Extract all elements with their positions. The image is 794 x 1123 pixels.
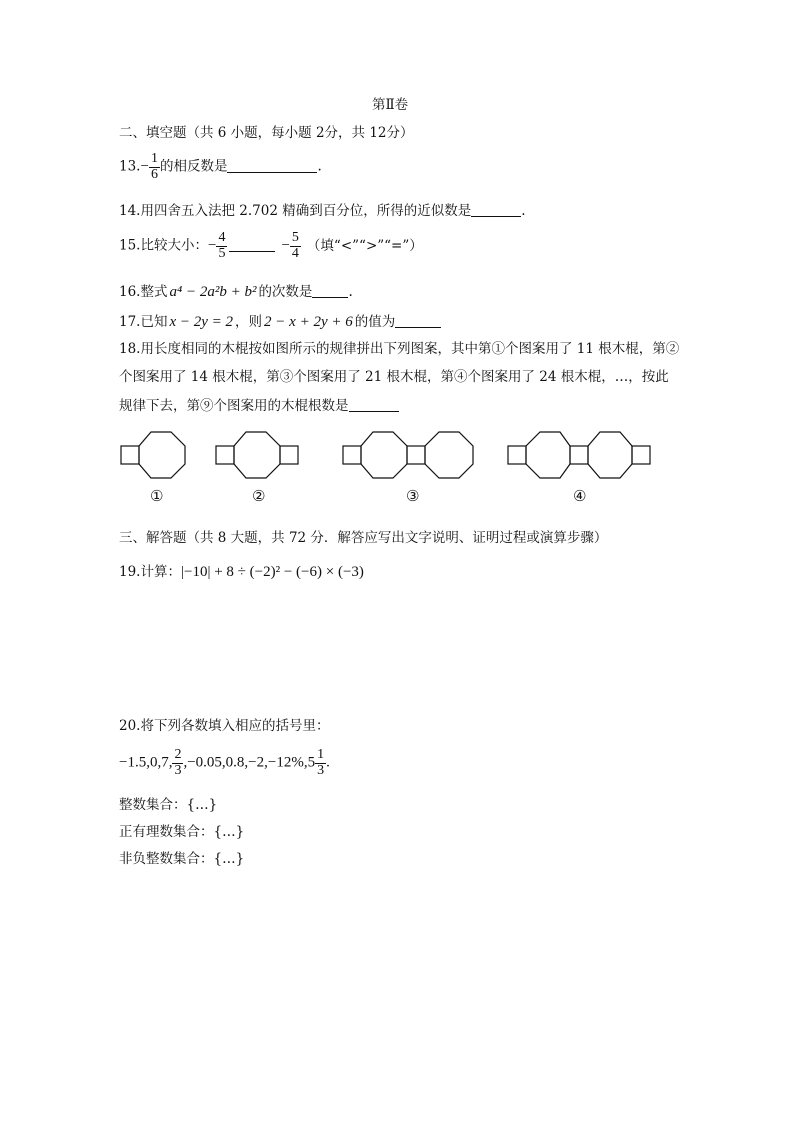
q20-frac-num: 2 — [174, 747, 182, 762]
q19-expression: |−10| + 8 ÷ (−2)² − (−6) × (−3) — [180, 564, 364, 580]
q17-prefix: 17.已知 — [119, 314, 168, 330]
question-17 — [119, 313, 441, 331]
q20-mixed-fraction — [315, 748, 326, 778]
figure-label-4: ④ — [573, 487, 587, 505]
q15-b-den: 4 — [291, 245, 299, 261]
figure-label-2: ② — [252, 487, 266, 505]
q16-suffix: 的次数是 — [258, 284, 313, 300]
q15-prefix: 15.比较大小： — [119, 237, 208, 254]
q15-minus-b: − — [281, 237, 290, 254]
q20-numbers-a: −1.5,0,7, — [119, 754, 173, 771]
q15-fraction-b — [290, 231, 301, 261]
q13-fraction — [149, 152, 160, 182]
q13-answer-blank[interactable] — [227, 158, 317, 173]
question-18-line3 — [119, 397, 399, 414]
question-14 — [119, 202, 526, 219]
q14-text: 14.用四舍五入法把 2.702 精确到百分位，所得的近似数是 — [119, 203, 472, 219]
question-18-line1: 18.用长度相同的木棍按如图所示的规律拼出下列图案，其中第①个图案用了 11 根木棍，第② — [119, 341, 680, 357]
q20-end: . — [326, 754, 330, 771]
part2-heading: 二、填空题（共 6 小题，每小题 2分，共 12分） — [119, 125, 414, 141]
q18-line3-text: 规律下去，第⑨个图案用的木棍根数是 — [119, 398, 349, 414]
pattern-2 — [216, 432, 298, 478]
question-15 — [119, 231, 423, 261]
q17-expression: 2 − x + 2y + 6 — [264, 314, 353, 330]
pattern-3 — [343, 432, 473, 478]
q13-minus: − — [140, 158, 149, 175]
pattern-4 — [508, 432, 650, 478]
q16-prefix: 16.整式 — [119, 284, 168, 300]
figure-label-1: ① — [150, 487, 164, 505]
q14-answer-blank[interactable] — [471, 202, 521, 217]
q13-den: 6 — [150, 166, 158, 182]
q13-prefix: 13. — [119, 158, 141, 175]
q20-nonnegative-integer-set[interactable]: 非负整数集合：{…} — [119, 851, 245, 867]
q20-positive-rational-set[interactable]: 正有理数集合：{…} — [119, 824, 245, 840]
q20-mixed-den: 3 — [317, 762, 325, 778]
q15-b-num: 5 — [291, 230, 299, 245]
part3-heading: 三、解答题（共 8 大题，共 72 分．解答应写出文字说明、证明过程或演算步骤） — [119, 530, 608, 546]
q16-answer-blank[interactable] — [312, 283, 348, 298]
question-18-line2: 个图案用了 14 根木棍，第③个图案用了 21 根木棍，第④个图案用了 24 根木棍，…，按此 — [119, 369, 669, 385]
q15-hint: （填“<”“>”“=”） — [306, 237, 423, 254]
q15-fraction-a — [216, 231, 227, 261]
q19-prefix: 19.计算： — [119, 564, 181, 580]
q20-numbers-b: ,−0.05,0.8,−2,−12%,5 — [183, 754, 316, 771]
q17-condition: x − 2y = 2 — [169, 314, 234, 330]
q18-answer-blank[interactable] — [349, 397, 399, 412]
q15-a-den: 5 — [218, 245, 226, 261]
question-19 — [119, 563, 364, 581]
q17-answer-blank[interactable] — [395, 313, 441, 328]
q17-mid: ，则 — [235, 314, 263, 330]
figure-label-3: ③ — [406, 487, 420, 505]
section-title: 第Ⅱ卷 — [372, 97, 409, 113]
q20-frac-den: 3 — [174, 762, 182, 778]
q20-number-list — [119, 748, 330, 778]
q18-pattern-figure — [0, 430, 794, 490]
q13-num: 1 — [150, 151, 158, 166]
q16-end: . — [348, 284, 353, 300]
q15-minus-a: − — [207, 237, 217, 254]
q17-suffix: 的值为 — [354, 314, 396, 330]
q14-end: . — [521, 203, 526, 219]
question-16 — [119, 283, 353, 301]
pattern-1 — [121, 432, 185, 478]
q16-expression: a⁴ − 2a²b + b² — [169, 284, 257, 300]
q13-end: . — [317, 158, 322, 175]
q20-fraction — [172, 748, 183, 778]
q15-answer-blank[interactable] — [229, 237, 275, 252]
q20-mixed-num: 1 — [317, 747, 325, 762]
q15-a-num: 4 — [218, 230, 226, 245]
q13-text: 的相反数是 — [159, 158, 228, 175]
q20-integer-set[interactable]: 整数集合：{…} — [119, 797, 218, 813]
question-13 — [119, 152, 322, 182]
question-20: 20.将下列各数填入相应的括号里： — [119, 718, 330, 734]
